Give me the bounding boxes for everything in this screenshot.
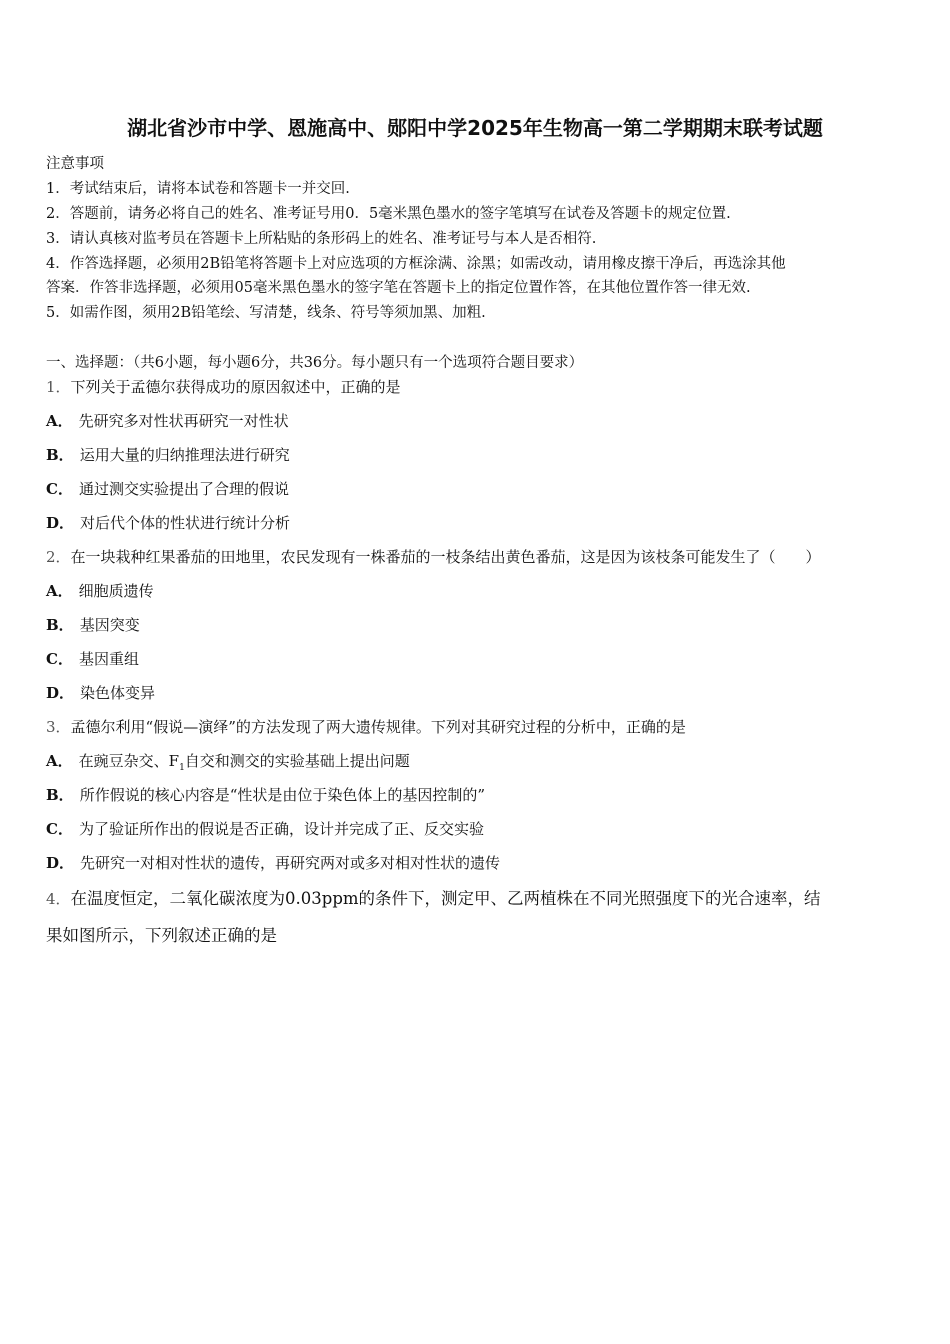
option-letter: C． (46, 480, 73, 498)
question-4 (46, 885, 821, 909)
q2-option-c (46, 648, 139, 669)
question-text: 孟德尔利用“假说—演绎”的方法发现了两大遗传规律。下列对其研究过程的分析中，正确的是 (70, 718, 686, 736)
option-text: 先研究多对性状再研究一对性状 (78, 412, 289, 430)
q3-option-a (46, 750, 410, 773)
q2-option-a (46, 580, 154, 601)
q2-option-b (46, 614, 140, 635)
question-3 (46, 716, 686, 737)
option-letter: A． (46, 582, 73, 600)
q3-option-b (46, 784, 485, 805)
option-letter: C． (46, 820, 73, 838)
option-text: 对后代个体的性状进行统计分析 (80, 514, 291, 532)
q1-option-a (46, 410, 289, 431)
notice-item-5: 5．如需作图，须用2B铅笔绘、写清楚，线条、符号等须加黑、加粗. (46, 305, 486, 321)
question-number: 2． (46, 548, 71, 566)
question-1 (46, 376, 401, 397)
option-text: 运用大量的归纳推理法进行研究 (79, 446, 290, 464)
notice-item-1: 1．考试结束后，请将本试卷和答题卡一并交回. (46, 181, 350, 197)
option-text: 先研究一对相对性状的遗传，再研究两对或多对相对性状的遗传 (80, 854, 501, 872)
option-letter: B． (46, 616, 74, 634)
notice-item-4: 4．作答选择题，必须用2B铅笔将答题卡上对应选项的方框涂满、涂黑；如需改动，请用橡皮擦干净后，再选涂其他 (46, 256, 786, 272)
option-text: 在豌豆杂交、F (78, 752, 180, 770)
option-text: 通过测交实验提出了合理的假说 (78, 480, 289, 498)
question-text: 在一块栽种红果番茄的田地里，农民发现有一株番茄的一枝条结出黄色番茄，这是因为该枝条可能发生了（ ） (70, 548, 821, 566)
question-number: 3． (46, 718, 71, 736)
q3-option-d (46, 852, 500, 873)
option-letter: C． (46, 650, 73, 668)
q1-option-b (46, 444, 290, 465)
q2-option-d (46, 682, 155, 703)
page-title: 湖北省沙市中学、恩施高中、郧阳中学2025年生物高一第二学期期末联考试题 (127, 116, 823, 140)
option-text: 为了验证所作出的假说是否正确，设计并完成了正、反交实验 (78, 820, 484, 838)
question-number: 4． (46, 890, 71, 908)
question-4-cont: 果如图所示，下列叙述正确的是 (46, 926, 277, 945)
section-heading: 一、选择题：（共6小题，每小题6分，共36分。每小题只有一个选项符合题目要求） (46, 355, 584, 371)
option-text: 基因重组 (78, 650, 139, 668)
option-text: 染色体变异 (80, 684, 156, 702)
q1-option-c (46, 478, 289, 499)
question-number: 1． (46, 378, 71, 396)
option-letter: D． (46, 514, 75, 532)
option-text: 细胞质遗传 (78, 582, 154, 600)
option-text: 所作假说的核心内容是“性状是由位于染色体上的基因控制的” (79, 786, 486, 804)
notice-item-2: 2．答题前，请务必将自己的姓名、准考证号用0．5毫米黑色墨水的签字笔填写在试卷及答题卡的规定位置. (46, 206, 731, 222)
question-text: 下列关于孟德尔获得成功的原因叙述中，正确的是 (70, 378, 401, 396)
notice-heading: 注意事项 (46, 156, 104, 172)
option-letter: B． (46, 446, 74, 464)
option-text: 基因突变 (79, 616, 140, 634)
option-letter: B． (46, 786, 74, 804)
option-subscript: 1 (179, 763, 185, 773)
option-letter: D． (46, 684, 75, 702)
option-letter: A． (46, 412, 73, 430)
q3-option-c (46, 818, 484, 839)
question-text: 在温度恒定，二氧化碳浓度为0.03ppm的条件下，测定甲、乙两植株在不同光照强度下的光合速率，结 (70, 889, 821, 908)
notice-item-3: 3．请认真核对监考员在答题卡上所粘贴的条形码上的姓名、准考证号与本人是否相符. (46, 231, 597, 247)
question-2 (46, 546, 821, 567)
option-text-after: 自交和测交的实验基础上提出问题 (184, 752, 410, 770)
notice-item-4-cont: 答案．作答非选择题，必须用05毫米黑色墨水的签字笔在答题卡上的指定位置作答，在其他位置作答一律无效. (46, 280, 751, 296)
q1-option-d (46, 512, 290, 533)
option-letter: D． (46, 854, 75, 872)
option-letter: A． (46, 752, 73, 770)
